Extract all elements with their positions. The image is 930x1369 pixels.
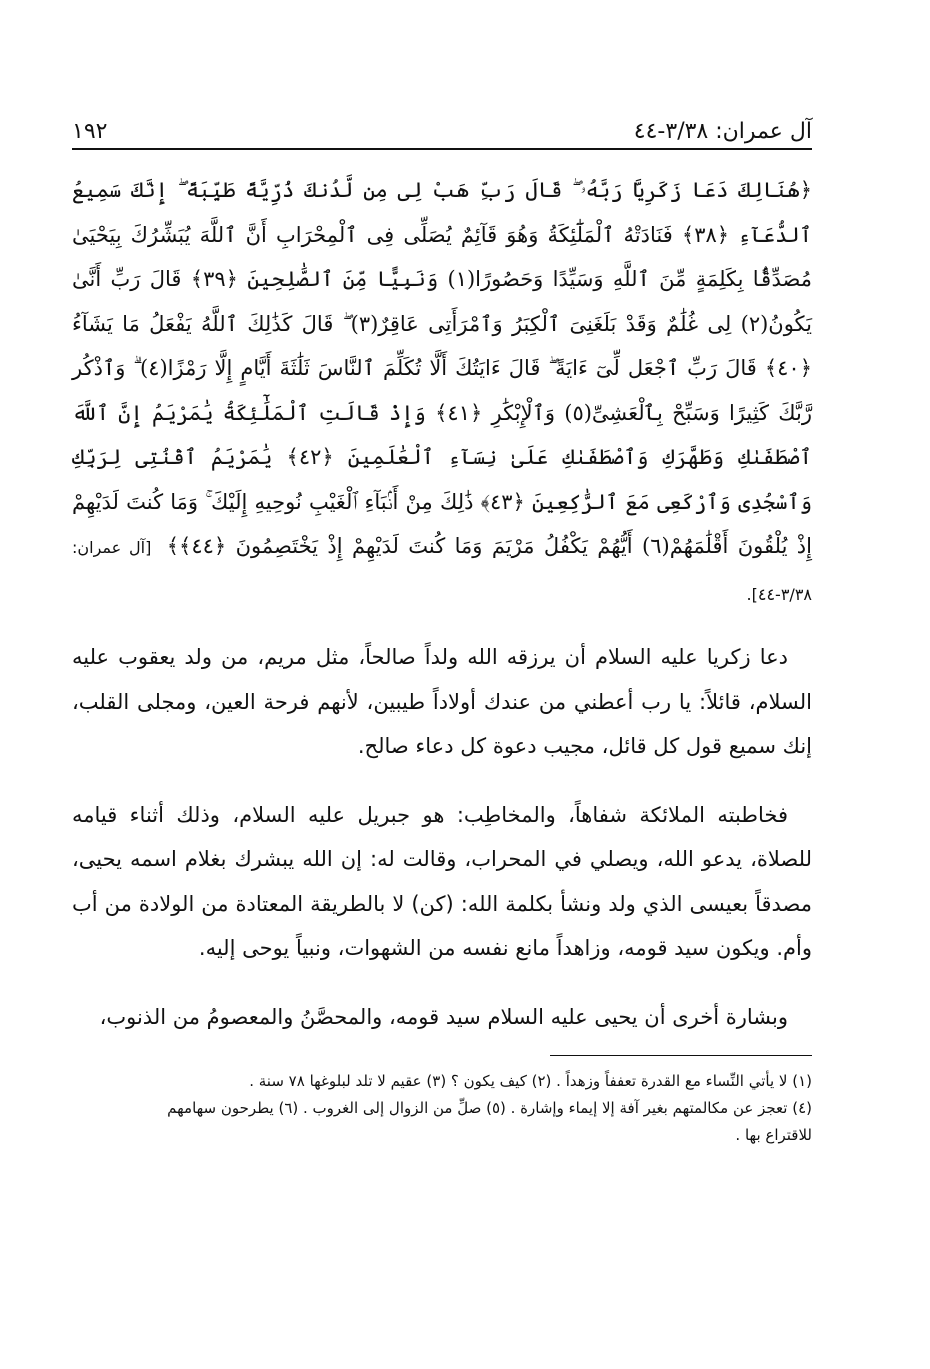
commentary-paragraph-2: فخاطبته الملائكة شفاهاً، والمخاطِب: هو جبريل عليه السلام، وذلك أثناء قيامه للصلاة، يدعو الله، ويصلي في المحراب، وقالت له: إن الله يبشرك بغلام اسمه يحيى، مصدقاً بعيسى الذي ولد ونشأ بكلمة الله: (كن) لا بالطريقة المعتادة من الولادة من أب وأم. ويكون سيد قومه، وزاهداً مانع نفسه من الشهوات، ونبياً يوحى إليه.: [72, 802, 812, 960]
footnotes: [72, 1068, 812, 1149]
quran-text: ﴿هُنَالِكَ دَعَا زَكَرِيَّا رَبَّهُۥ ۖ قَالَ رَبِّ هَبْ لِى مِن لَّدُنكَ ذُرِّيَّةً طَيِّبَةً ۖ إِنَّكَ سَمِيعُ ٱلدُّعَآءِ ﴿٣٨﴾ فَنَادَتْهُ ٱلْمَلَٰٓئِكَةُ وَهُوَ قَآئِمٌ يُصَلِّى فِى ٱلْمِحْرَابِ أَنَّ ٱللَّهَ يُبَشِّرُكَ بِيَحْيَىٰ مُصَدِّقًۢا بِكَلِمَةٍ مِّنَ ٱللَّهِ وَسَيِّدًا وَحَصُورًا(١) وَنَبِيًّا مِّنَ ٱلصَّٰلِحِينَ ﴿٣٩﴾ قَالَ رَبِّ أَنَّىٰ يَكُونُ(٢) لِى غُلَٰمٌ وَقَدْ بَلَغَنِىَ ٱلْكِبَرُ وَٱمْرَأَتِى عَاقِرٌ(٣) ۖ قَالَ كَذَٰلِكَ ٱللَّهُ يَفْعَلُ مَا يَشَآءُ ﴿٤٠﴾ قَالَ رَبِّ ٱجْعَل لِّىٓ ءَايَةً ۖ قَالَ ءَايَتُكَ أَلَّا تُكَلِّمَ ٱلنَّاسَ ثَلَٰثَةَ أَيَّامٍ إِلَّا رَمْزًا(٤) ۗ وَٱذْكُر رَّبَّكَ كَثِيرًا وَسَبِّحْ بِٱلْعَشِىِّ(٥) وَٱلْإِبْكَٰرِ ﴿٤١﴾ وَإِذْ قَالَتِ ٱلْمَلَٰٓئِكَةُ يَٰمَرْيَمُ إِنَّ ٱللَّهَ ٱصْطَفَىٰكِ وَطَهَّرَكِ وَٱصْطَفَىٰكِ عَلَىٰ نِسَآءِ ٱلْعَٰلَمِينَ ﴿٤٢﴾ يَٰمَرْيَمُ ٱقْنُتِى لِرَبِّكِ وَٱسْجُدِى وَٱرْكَعِى مَعَ ٱلرَّٰكِعِينَ ﴿٤٣﴾ ذَٰلِكَ مِنْ أَنۢبَآءِ ٱلْغَيْبِ نُوحِيهِ إِلَيْكَ ۚ وَمَا كُنتَ لَدَيْهِمْ إِذْ يُلْقُونَ أَقْلَٰمَهُمْ(٦) أَيُّهُمْ يَكْفُلُ مَرْيَمَ وَمَا كُنتَ لَدَيْهِمْ إِذْ يَخْتَصِمُونَ ﴿٤٤﴾﴾: [72, 178, 813, 558]
page-number: ١٩٢: [72, 119, 108, 144]
quran-reference: [آل عمران: ٣/٣٨-٤٤].: [72, 538, 812, 604]
footnote-line-2: (٤) تعجز عن مكالمتهم بغير آفة إلا إيماء وإشارة . (٥) صلِّ من الزوال إلى الغروب . (٦) يطرحون سهامهم: [167, 1099, 812, 1117]
commentary-paragraph-3: وبشارة أخرى أن يحيى عليه السلام سيد قومه، والمحصَّنُ والمعصومُ من الذنوب،: [99, 1004, 788, 1029]
footnote-line-3: للاقتراع بها .: [735, 1126, 812, 1144]
quran-verses: [72, 168, 812, 617]
running-title: آل عمران: ٣/٣٨-٤٤: [633, 119, 812, 144]
book-page: [72, 100, 812, 1149]
footnote-divider: [550, 1055, 812, 1056]
commentary-paragraph-1: دعا زكريا عليه السلام أن يرزقه الله ولداً صالحاً، مثل مريم، من ولد يعقوب عليه السلام، قائلاً: يا رب أعطني من عندك أولاداً طيبين، لأنهم فرحة العين، ومجلى القلب، إنك سميع قول كل قائل، مجيب دعوة كل دعاء صالح.: [72, 645, 812, 758]
page-header: [72, 100, 812, 150]
footnote-line-1: (١) لا يأتي النِّساء مع القدرة تعففاً وزهداً . (٢) كيف يكون ؟ (٣) عقيم لا تلد لبلوغها ٧٨ سنة .: [249, 1072, 812, 1090]
